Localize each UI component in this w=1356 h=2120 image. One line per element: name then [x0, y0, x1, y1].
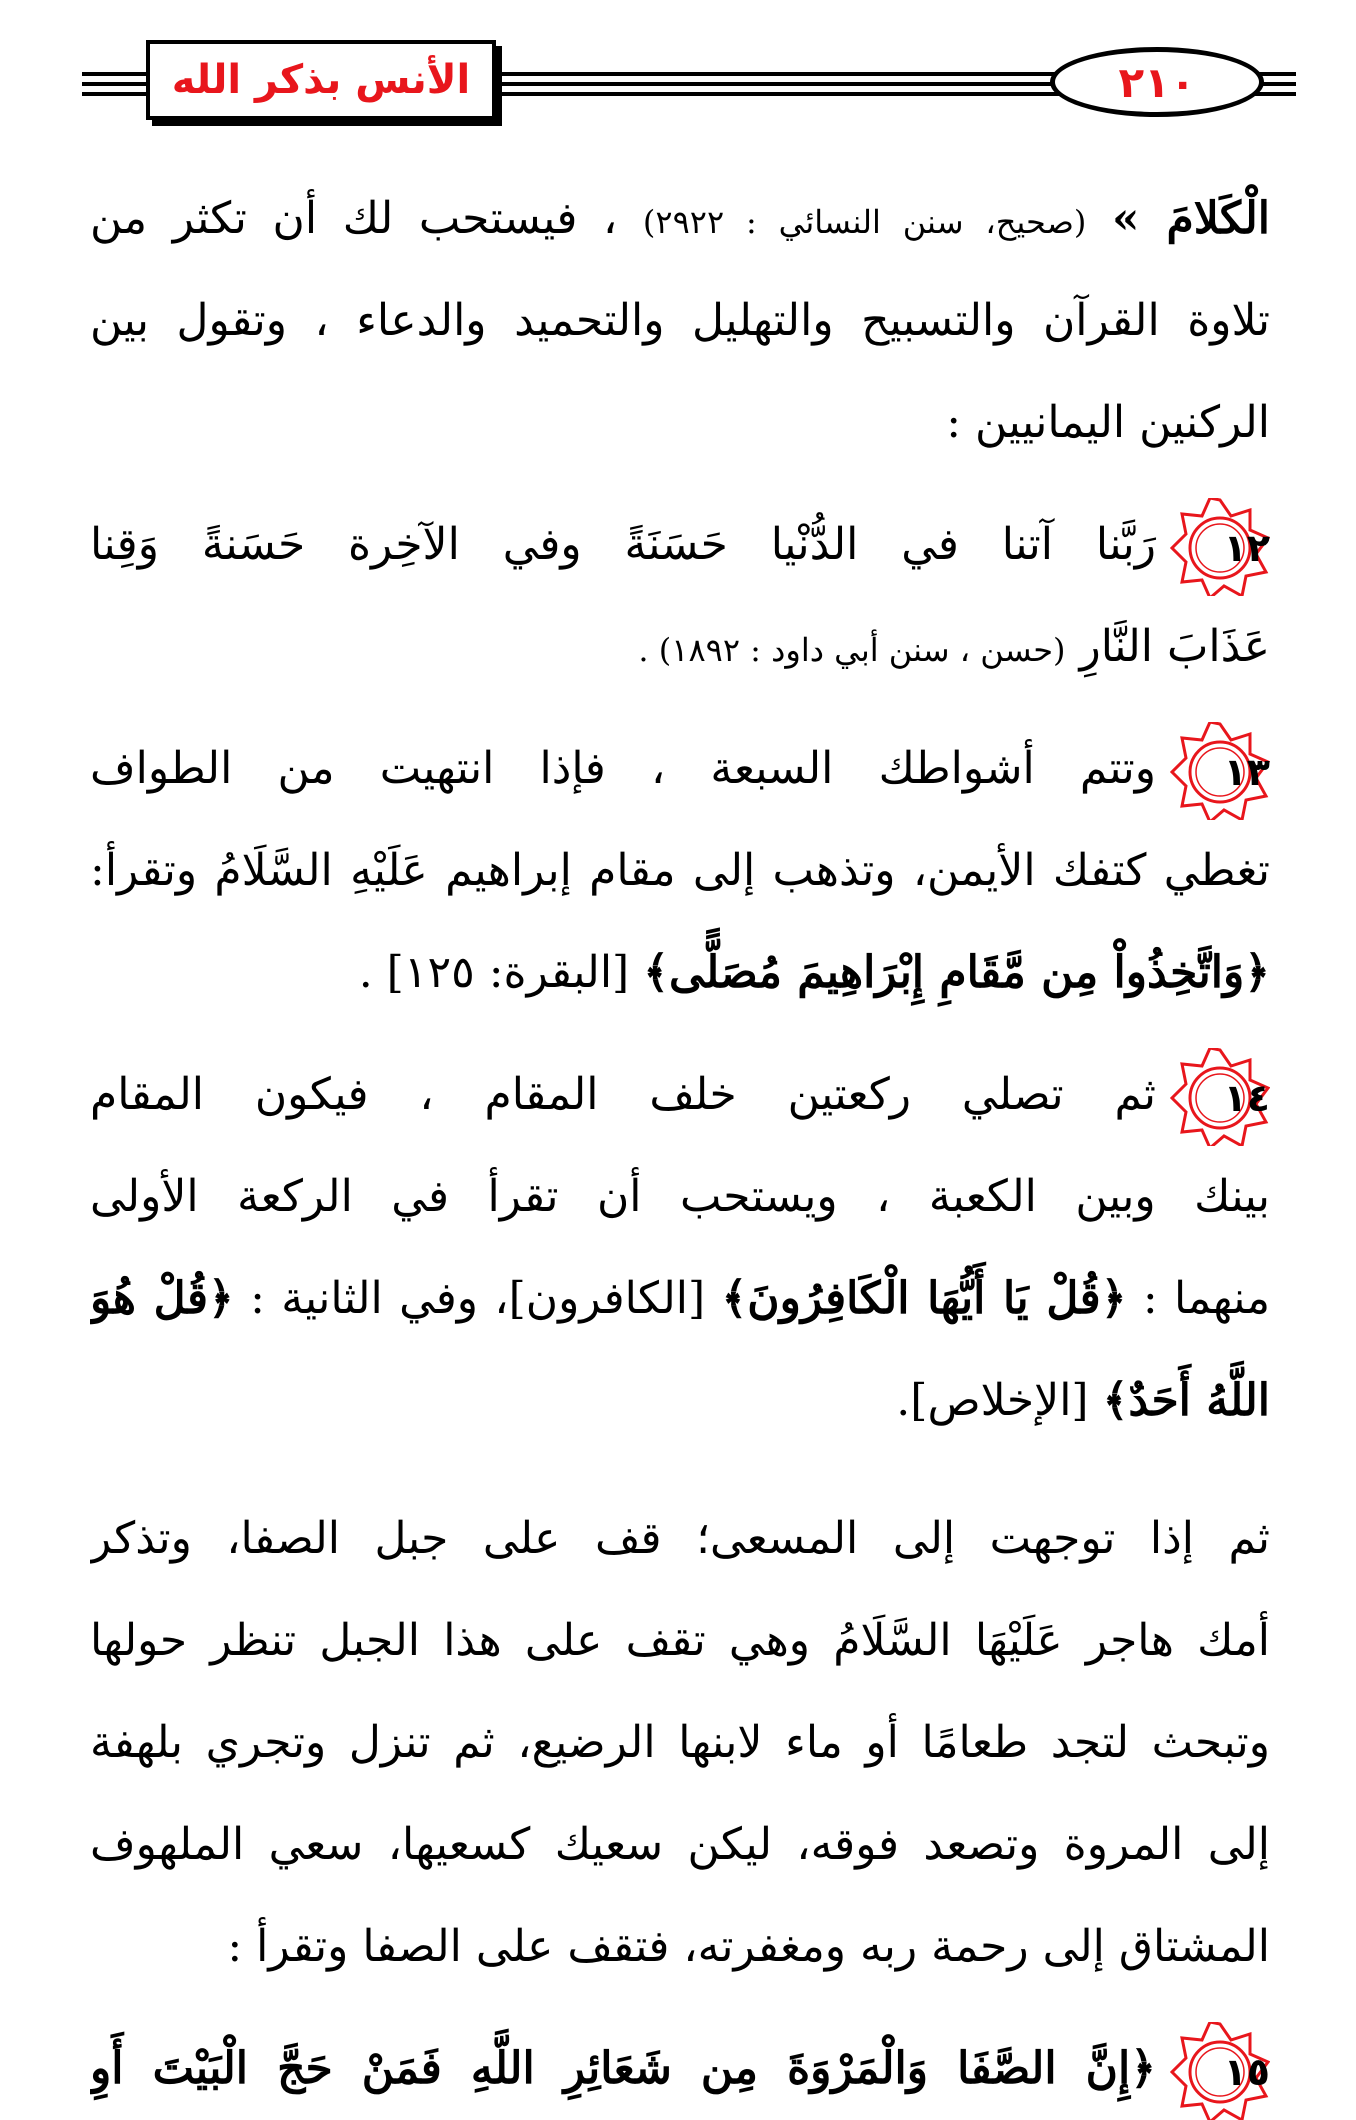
quran-verse: ﴿وَاتَّخِذُواْ مِن مَّقَامِ إِبْرَاهِيمَ مُصَلًّى﴾ [643, 947, 1270, 998]
text-line: إلى المروة وتصعد فوقه، ليكن سعيك كسعيها، سعي الملهوف [90, 1794, 1270, 1896]
text-line [90, 596, 1270, 698]
text-fragment: ، فيستحب لك أن تكثر من [90, 193, 617, 244]
hadith-reference: (حسن ، سنن أبي داود : ١٨٩٢) . [638, 631, 1065, 669]
text-fragment: وتتم أشواطك السبعة ، فإذا انتهيت من الطواف [90, 743, 1156, 794]
text-line: ثم إذا توجهت إلى المسعى؛ قف على جبل الصفا، وتذكر [90, 1488, 1270, 1590]
page-number: ٢١٠ [1119, 58, 1196, 107]
book-title-box [146, 40, 496, 120]
text-fragment: عَذَابَ النَّارِ [1079, 621, 1270, 672]
item-number: ١٢ [1170, 498, 1270, 597]
page-header [0, 0, 1356, 140]
text-line: بينك وبين الكعبة ، ويستحب أن تقرأ في الركعة الأولى [90, 1146, 1270, 1248]
text-fragment: [الكافرون]، وفي الثانية : [250, 1273, 705, 1324]
text-line: أمك هاجر عَلَيْهَا السَّلَامُ وهي تقف على هذا الجبل تنظر حولها [90, 1590, 1270, 1692]
text-line: تلاوة القرآن والتسبيح والتهليل والتحميد والدعاء ، وتقول بين [90, 270, 1270, 372]
text-line [90, 922, 1270, 1024]
hadith-reference: (صحيح، سنن النسائي : ٢٩٢٢) [643, 203, 1086, 241]
item-marker-14 [1170, 1048, 1270, 1147]
text-fragment: منهما : [1143, 1273, 1270, 1324]
item-line [90, 1044, 1270, 1146]
book-title: الأنس بذكر الله [172, 57, 471, 103]
text-line: المشتاق إلى رحمة ربه ومغفرته، فتقف على الصفا وتقرأ : [90, 1896, 1270, 1998]
quran-verse: ﴿قُلْ هُوَ [90, 1273, 234, 1324]
page-number-box [1050, 47, 1264, 117]
item-line [90, 718, 1270, 820]
text-line: الركنين اليمانيين : [90, 372, 1270, 474]
quote-end: الْكَلامَ » [1112, 193, 1270, 244]
item-marker-13 [1170, 722, 1270, 821]
item-number: ١٤ [1170, 1048, 1270, 1147]
text-line [90, 168, 1270, 270]
text-line [90, 1248, 1270, 1350]
surah-reference: [البقرة: ١٢٥] . [359, 947, 630, 998]
text-line: تغطي كتفك الأيمن، وتذهب إلى مقام إبراهيم عَلَيْهِ السَّلَامُ وتقرأ: [90, 820, 1270, 922]
text-fragment: رَبَّنا آتنا في الدُّنْيا حَسَنَةً وفي الآخِرة حَسَنةً وَقِنا [90, 519, 1156, 570]
item-line [90, 494, 1270, 596]
item-line [90, 2018, 1270, 2120]
item-number: ١٥ [1170, 2022, 1270, 2120]
quran-verse: اللَّهُ أَحَدٌ﴾ [1103, 1375, 1270, 1426]
surah-reference: [الإخلاص]. [896, 1375, 1088, 1426]
text-fragment: ثم تصلي ركعتين خلف المقام ، فيكون المقام [90, 1069, 1156, 1120]
item-marker-15 [1170, 2022, 1270, 2120]
page-content [90, 168, 1270, 2120]
item-number: ١٣ [1170, 722, 1270, 821]
quran-verse: ﴿إِنَّ الصَّفَا وَالْمَرْوَةَ مِن شَعَائِرِ اللَّهِ فَمَنْ حَجَّ الْبَيْتَ أَوِ [90, 2043, 1156, 2094]
text-line [90, 1350, 1270, 1452]
quran-verse: ﴿قُلْ يَا أَيُّهَا الْكَافِرُونَ﴾ [722, 1273, 1127, 1324]
item-marker-12 [1170, 498, 1270, 597]
text-line: وتبحث لتجد طعامًا أو ماء لابنها الرضيع، ثم تنزل وتجري بلهفة [90, 1692, 1270, 1794]
